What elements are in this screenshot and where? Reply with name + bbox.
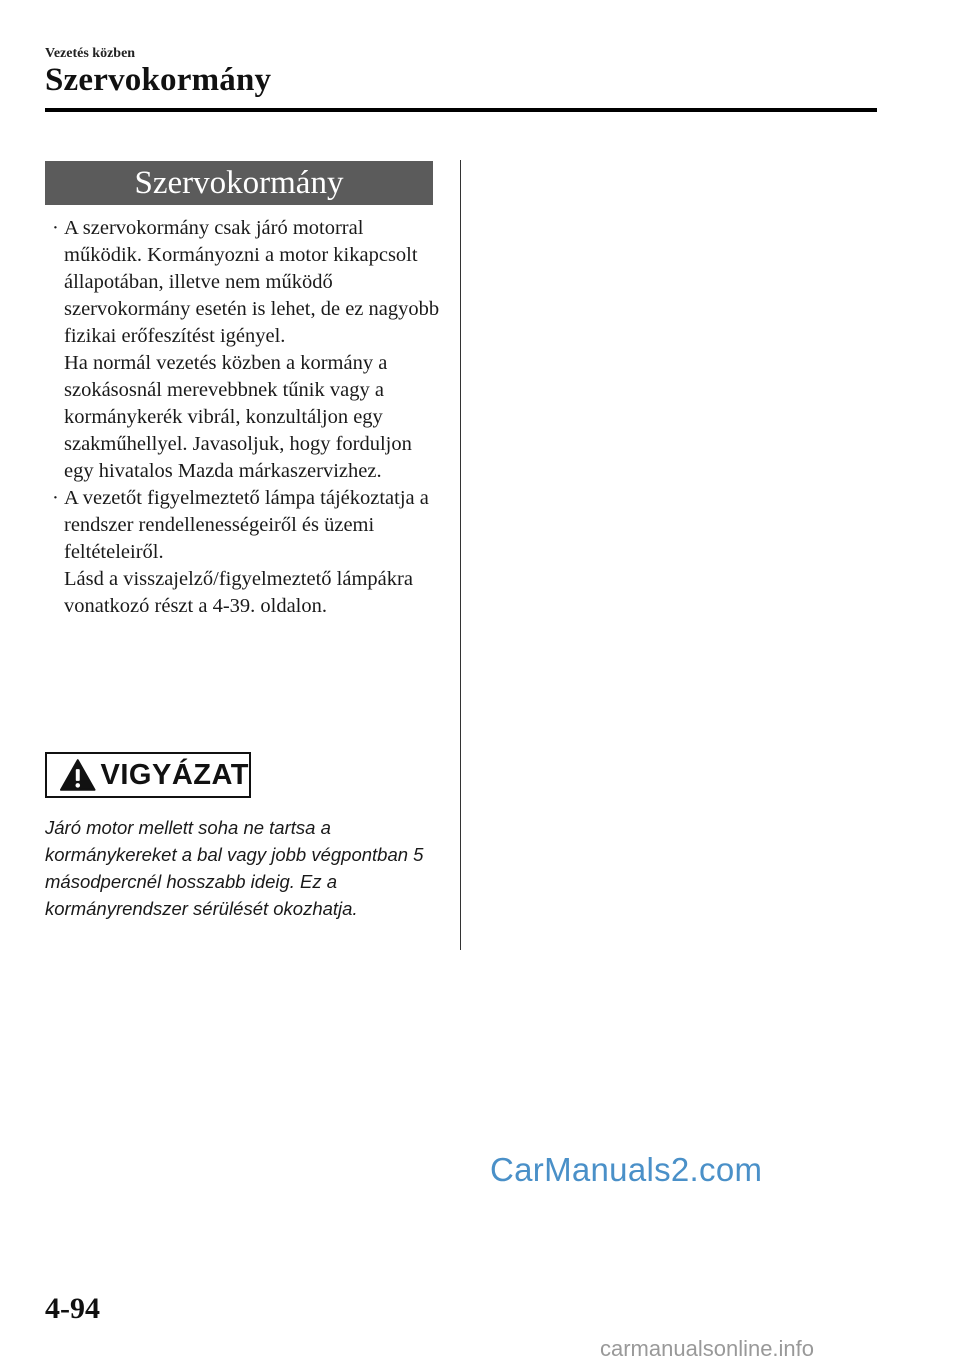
bullet-paragraph: Ha normál vezetés közben a kormány a szokásosnál merevebbnek tűnik vagy a kormánykerék vibrál, konzultáljon egy szakműhellyel. Javasoljuk, hogy forduljon egy hivatalos Mazda márkaszervizhez. (64, 352, 412, 482)
footer-watermark: carmanualsonline.info (600, 1336, 815, 1361)
bullet-paragraph: Lásd a visszajelző/figyelmeztető lámpákra vonatkozó részt a 4-39. oldalon. (64, 568, 413, 617)
section-title: Szervokormány (45, 62, 272, 98)
warning-triangle-icon (59, 758, 97, 792)
column-divider (460, 160, 461, 950)
caution-text: Járó motor mellett soha ne tartsa a kormánykereket a bal vagy jobb végpontban 5 másodpercnél hosszabb ideig. Ez a kormányrendszer sérülését okozhatja. (45, 817, 424, 919)
watermark: CarManuals2.com (490, 1151, 763, 1188)
bullet-item (45, 215, 440, 485)
bullet-marker: · (52, 217, 59, 239)
topic-banner: Szervokormány (45, 161, 433, 205)
caution-box (45, 752, 251, 798)
chapter-label: Vezetés közben (45, 46, 136, 61)
bullet-paragraph: A szervokormány csak járó motorral működik. Kormányozni a motor kikapcsolt állapotában, illetve nem működő szervokormány esetén is lehet, de ez nagyobb fizikai erőfeszítést igényel. (64, 217, 440, 347)
bullet-item (45, 485, 440, 620)
bullet-marker: · (52, 487, 59, 509)
page-number: 4-94 (45, 1292, 100, 1325)
body-text (45, 215, 440, 620)
header-rule (45, 108, 877, 112)
bullet-paragraph: A vezetőt figyelmeztető lámpa tájékoztatja a rendszer rendellenességeiről és üzemi feltételeiről. (64, 487, 429, 563)
caution-label: VIGYÁZAT (100, 758, 249, 791)
